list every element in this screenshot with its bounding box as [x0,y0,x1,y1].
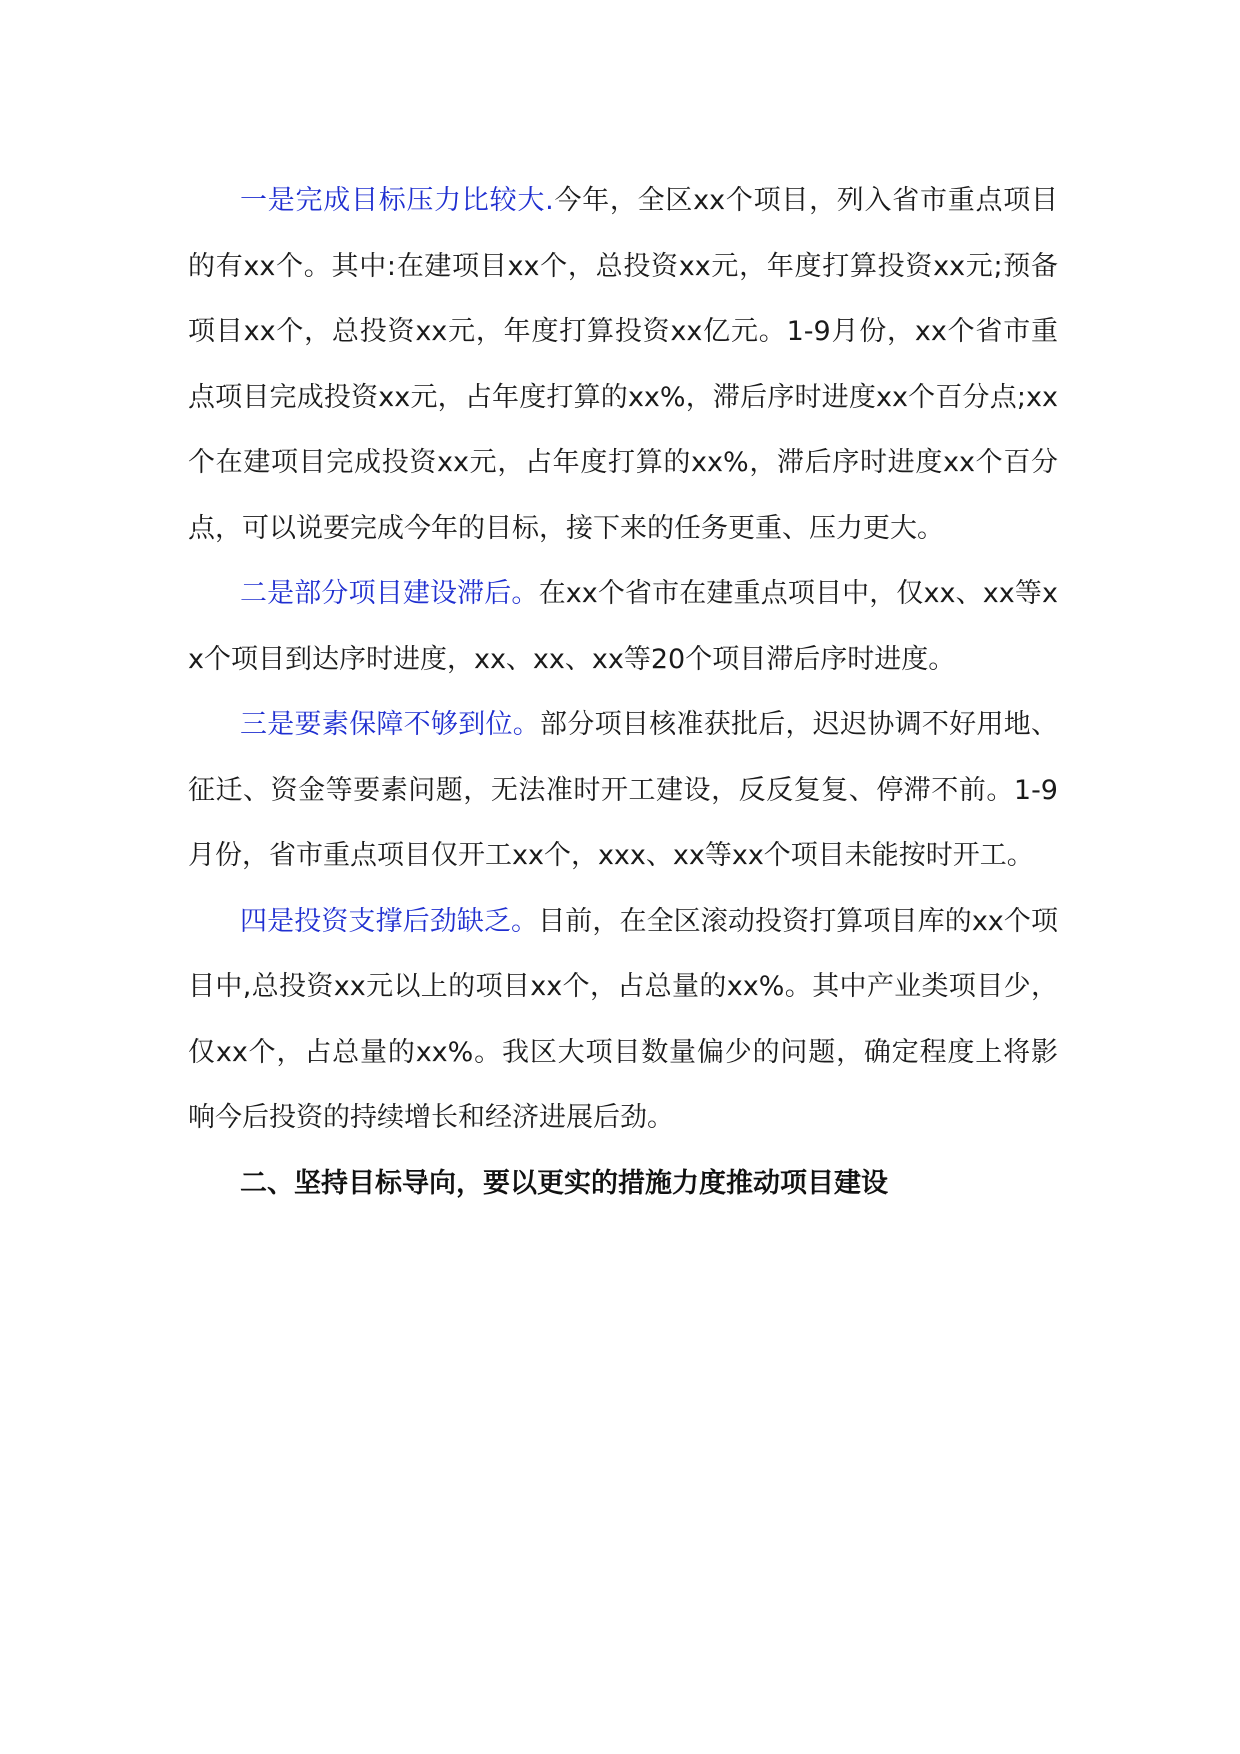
paragraph-4 [188,889,1058,1151]
paragraph-3-body: 部分项目核准获批后，迟迟协调不好用地、征迁、资金等要素问题，无法准时开工建设，反反复复、停滞不前。1-9月份，省市重点项目仅开工xx个，xxx、xx等xx个项目未能按时开工。 [188,709,1059,871]
paragraph-2-lead: 二是部分项目建设滞后。 [240,578,539,609]
paragraph-1 [188,168,1058,561]
paragraph-3-lead: 三是要素保障不够到位。 [240,709,541,740]
paragraph-2-body: 在xx个省市在建重点项目中，仅xx、xx等xx个项目到达序时进度，xx、xx、xx等20个项目滞后序时进度。 [188,578,1058,675]
paragraph-1-body: 今年，全区xx个项目，列入省市重点项目的有xx个。其中:在建项目xx个，总投资xx元，年度打算投资xx元;预备项目xx个，总投资xx元，年度打算投资xx亿元。1-9月份，xx个省市重点项目完成投资xx元，占年度打算的xx%，滞后序时进度xx个百分点;xx个在建项目完成投资xx元，占年度打算的xx%，滞后序时进度xx个百分点，可以说要完成今年的目标，接下来的任务更重、压力更大。 [188,185,1058,544]
paragraph-4-body: 目前，在全区滚动投资打算项目库的xx个项目中,总投资xx元以上的项目xx个，占总量的xx%。其中产业类项目少，仅xx个，占总量的xx%。我区大项目数量偏少的问题，确定程度上将影响今后投资的持续增长和经济进展后劲。 [188,905,1058,1133]
document-page [188,168,1058,1216]
section-heading: 二、坚持目标导向，要以更实的措施力度推动项目建设 [240,1167,888,1199]
paragraph-1-lead: 一是完成目标压力比较大. [240,185,554,216]
paragraph-3 [188,692,1058,889]
paragraph-4-lead: 四是投资支撑后劲缺乏。 [240,905,539,937]
paragraph-2 [188,561,1058,692]
